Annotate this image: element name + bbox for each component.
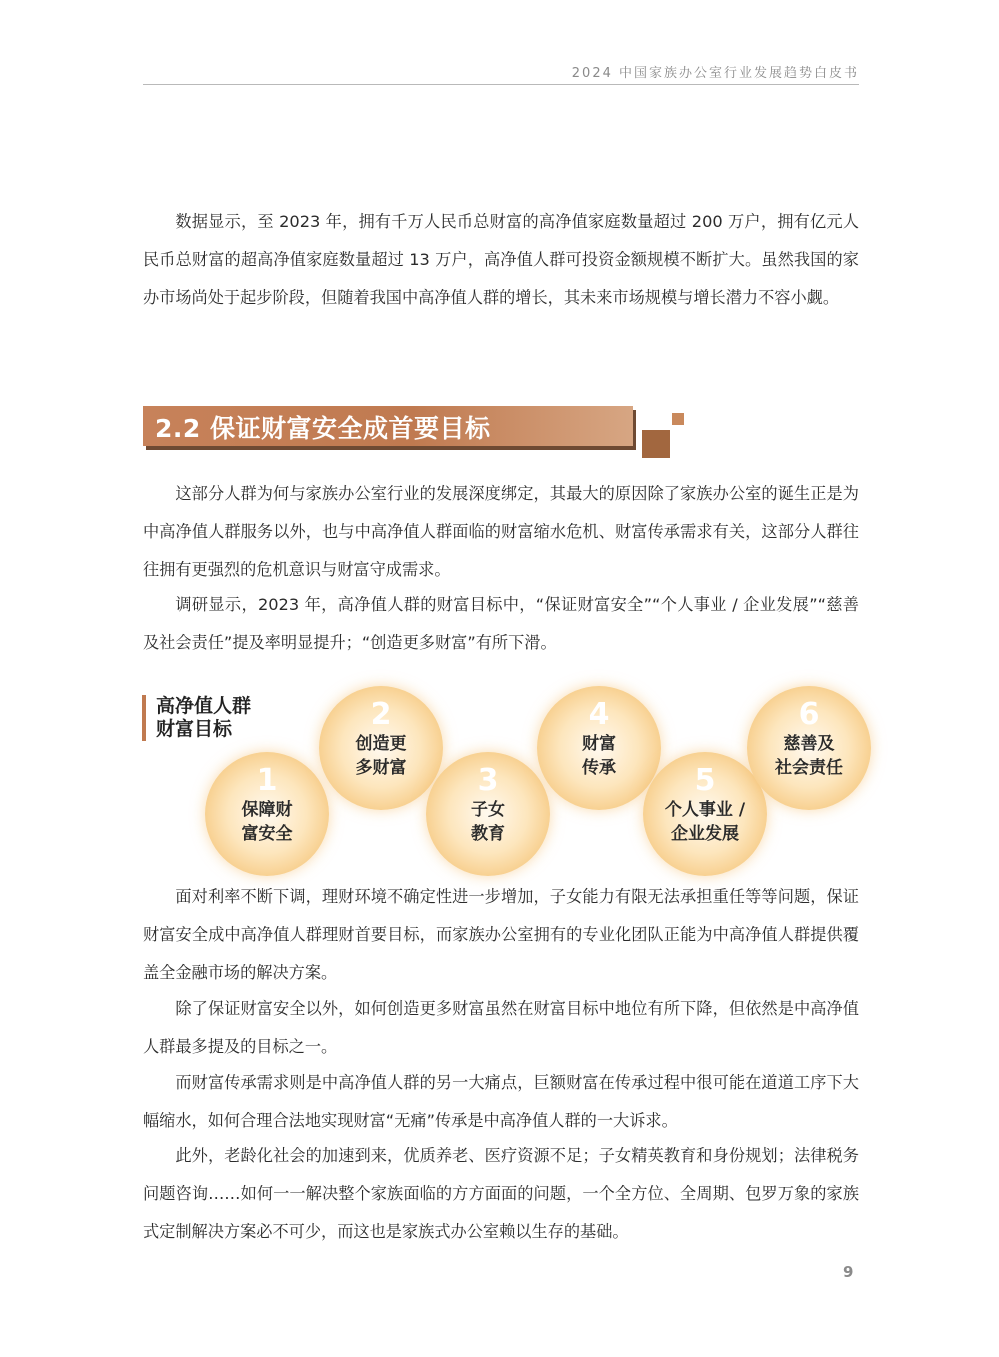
- goal-number: 1: [256, 763, 278, 798]
- goal-bubble-1: [205, 752, 329, 876]
- goal-text-line2: 多财富: [355, 758, 407, 778]
- wealth-goals-label-line2: 财富目标: [156, 718, 233, 740]
- goal-text-line2: 传承: [582, 758, 616, 778]
- goal-number: 4: [588, 697, 610, 732]
- paragraph-survey: 调研显示，2023 年，高净值人群的财富目标中，“保证财富安全”“个人事业 / 企业发展”“慈善及社会责任”提及率明显提升；“创造更多财富”有所下滑。: [143, 595, 859, 652]
- paragraph-inheritance: 而财富传承需求则是中高净值人群的另一大痛点，巨额财富在传承过程中很可能在道道工序下大幅缩水，如何合理合法地实现财富“无痛”传承是中高净值人群的一大诉求。: [143, 1073, 859, 1130]
- decorative-square-small: [672, 413, 684, 425]
- decorative-square-large: [642, 430, 670, 458]
- page-number: 9: [843, 1263, 854, 1281]
- header-divider: [143, 84, 859, 85]
- running-header: 2024 中国家族办公室行业发展趋势白皮书: [571, 66, 859, 81]
- goal-number: 6: [798, 697, 820, 732]
- section-heading-banner: [143, 406, 633, 446]
- goal-number: 5: [694, 763, 716, 798]
- goal-text-line1: 个人事业 /: [664, 800, 746, 820]
- goal-bubble-2: [319, 686, 443, 810]
- goal-text-line1: 财富: [582, 734, 616, 754]
- goal-text-line2: 教育: [471, 824, 505, 844]
- paragraph-market-size: 数据显示，至 2023 年，拥有千万人民币总财富的高净值家庭数量超过 200 万户，拥有亿元人民币总财富的超高净值家庭数量超过 13 万户，高净值人群可投资金额规模不断扩大。虽然我国的家办市场尚处于起步阶段，但随着我国中高净值人群的增长，其未来市场规模与增长潜力不容小觑。: [143, 212, 859, 307]
- goal-text-line1: 子女: [471, 800, 505, 820]
- wealth-goals-label: [142, 695, 251, 741]
- goal-text-line1: 保障财: [241, 800, 293, 820]
- paragraph-create-wealth: 除了保证财富安全以外，如何创造更多财富虽然在财富目标中地位有所下降，但依然是中高净值人群最多提及的目标之一。: [143, 999, 859, 1056]
- wealth-goals-label-line1: 高净值人群: [156, 695, 252, 717]
- goal-number: 2: [370, 697, 392, 732]
- goal-text-line1: 创造更: [355, 734, 407, 754]
- goal-text-line2: 企业发展: [671, 824, 739, 844]
- goal-text-line1: 慈善及: [783, 734, 835, 754]
- goal-bubble-6: [747, 686, 871, 810]
- goal-text-line2: 社会责任: [775, 758, 843, 778]
- paragraph-custom-solutions: 此外，老龄化社会的加速到来，优质养老、医疗资源不足；子女精英教育和身份规划；法律税务问题咨询……如何一一解决整个家族面临的方方面面的问题，一个全方位、全周期、包罗万象的家族式定制解决方案必不可少，而这也是家族式办公室赖以生存的基础。: [143, 1146, 859, 1241]
- section-title: 2.2 保证财富安全成首要目标: [155, 414, 491, 443]
- goal-number: 3: [477, 763, 499, 798]
- goal-text-line2: 富安全: [241, 824, 293, 844]
- paragraph-binding-reason: 这部分人群为何与家族办公室行业的发展深度绑定，其最大的原因除了家族办公室的诞生正是为中高净值人群服务以外，也与中高净值人群面临的财富缩水危机、财富传承需求有关，这部分人群往往拥有更强烈的危机意识与财富守成需求。: [143, 484, 859, 579]
- goal-bubble-3: [426, 752, 550, 876]
- paragraph-safety-priority: 面对利率不断下调，理财环境不确定性进一步增加，子女能力有限无法承担重任等等问题，保证财富安全成中高净值人群理财首要目标，而家族办公室拥有的专业化团队正能为中高净值人群提供覆盖全金融市场的解决方案。: [143, 887, 859, 982]
